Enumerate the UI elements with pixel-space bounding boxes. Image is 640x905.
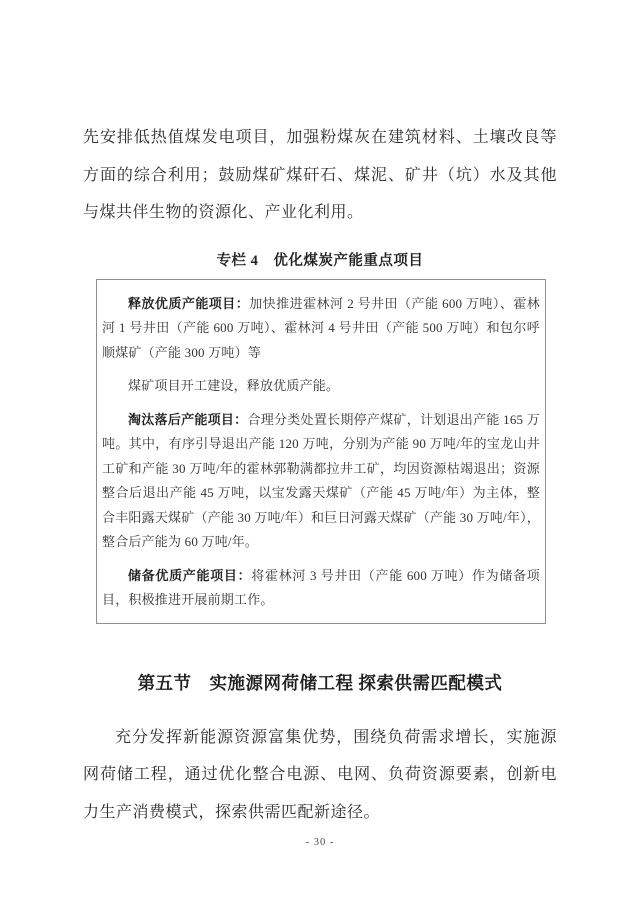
section-paragraph: 充分发挥新能源资源富集优势，围绕负荷需求增长，实施源网荷储工程，通过优化整合电源、电网、负荷资源要素，创新电力生产消费模式，探索供需匹配新途径。 — [83, 728, 557, 821]
panel-paragraph-text: 合理分类处置长期停产煤矿，计划退出产能 165 万吨。其中，有序引导退出产能 120 万吨，分别为产能 90 万吨/年的宝龙山井工矿和产能 30 万吨/年的霍林郭勒满都拉井工矿，均因资源枯竭退出；资源整合后退出产能 45 万吨，以宝发露天煤矿（产能 45 万吨/年）为主体，整合丰阳露天煤矿（产能 30 万吨/年）和巨日河露天煤矿（产能 30 万吨/年），整合后产能为 60 万吨/年。 — [102, 411, 540, 549]
page-content — [83, 0, 557, 831]
page-number: - 30 - — [305, 837, 335, 848]
panel-paragraph-text: 将霍林河 3 号井田（产能 600 万吨）作为储备项目，积极推进开展前期工作。 — [102, 567, 540, 607]
panel-paragraph-lead: 释放优质产能项目： — [128, 295, 250, 311]
panel-paragraph — [102, 564, 540, 613]
panel-paragraph-lead: 储备优质产能项目： — [128, 567, 252, 583]
panel-title: 专栏 4 优化煤炭产能重点项目 — [216, 252, 424, 269]
panel-paragraph — [102, 292, 540, 366]
panel-paragraph-lead: 淘汰落后产能项目： — [128, 411, 248, 427]
top-paragraph: 先安排低热值煤发电项目，加强粉煤灰在建筑材料、土壤改良等方面的综合利用；鼓励煤矿煤矸石、煤泥、矿井（坑）水及其他与煤共伴生物的资源化、产业化利用。 — [83, 129, 557, 221]
section-heading: 第五节 实施源网荷储工程 探索供需匹配模式 — [137, 672, 503, 693]
panel-paragraph — [102, 374, 540, 399]
panel-paragraph — [102, 408, 540, 555]
panel-paragraph-text: 煤矿项目开工建设，释放优质产能。 — [128, 378, 340, 393]
panel-paragraph-text: 加快推进霍林河 2 号井田（产能 600 万吨）、霍林河 1 号井田（产能 600 万吨）、霍林河 4 号井田（产能 500 万吨）和包尔呼顺煤矿（产能 300 万吨）等 — [102, 295, 540, 360]
panel-box — [96, 279, 546, 624]
